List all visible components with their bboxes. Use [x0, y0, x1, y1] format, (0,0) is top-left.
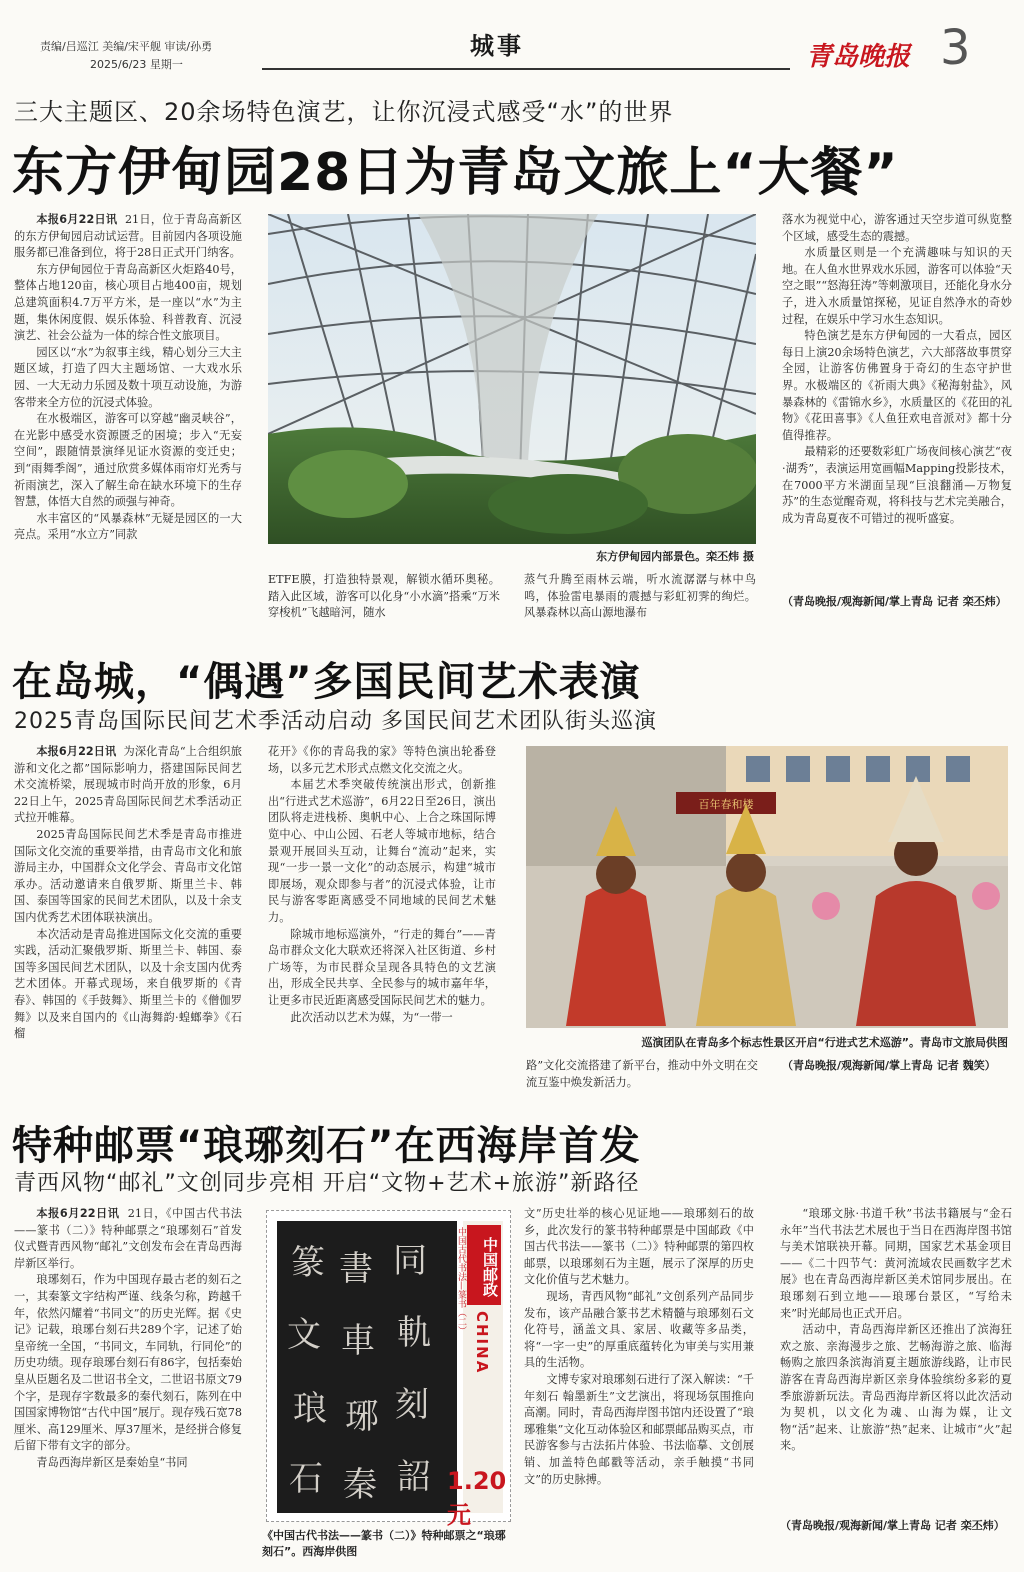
china-post-label: 中国邮政: [467, 1225, 501, 1305]
newspaper-logo: 青岛晚报: [806, 42, 911, 72]
stamp-country: CHINA: [473, 1311, 491, 1375]
paragraph: 此次活动以艺术为媒，为“一带一: [290, 1010, 453, 1024]
greenhouse-illustration: [268, 214, 756, 544]
editor-credits: 责编/吕巡江 美编/宋平舰 审读/孙勇: [40, 40, 213, 53]
paragraph: ETFE膜，打造独特景观，解锁水循环奥秘。踏入此区域，游客可以化身“小水滴”搭乘“万米穿梭机”飞越暗河，随水: [268, 573, 500, 620]
paragraph: 现场，青西风物“邮礼”文创系列产品同步发布，该产品融合篆书艺术精髓与琅琊刻石文化符号，涵盖文具、家居、收藏等多品类，将“一字一史”的厚重底蕴转化为审美与实用兼具的生活物。: [524, 1289, 754, 1370]
masthead-credits: [40, 38, 212, 74]
dateline: 本报6月22日讯: [36, 745, 117, 758]
article3-column-1: [14, 1206, 242, 1556]
article1-column-2: [268, 572, 500, 628]
article3-column-3: [780, 1206, 1012, 1516]
article1-column-4: [782, 212, 1012, 590]
article2-column-2: [268, 744, 496, 1094]
paragraph: 最精彩的还要数彩虹广场夜间核心演艺“夜·湖秀”，表演运用宽画幅Mapping投影技术，在7000平方米湖面呈现“巨浪翻涌—万物复苏”的生态觉醒奇观，将科技与艺术完美融合，成为青岛夏夜不可错过的视听盛宴。: [782, 445, 1012, 525]
paragraph: “琅琊文脉·书道千秋”书法书籍展与“金石永年”当代书法艺术展也于当日在西海岸图书馆与美术馆联袂开幕。同期，国家艺术基金项目——《二十四节气：黄河流域农民画数字艺术展》也在青岛西海岸新区美术馆同步展出。在琅琊刻石到立地——琅琊台景区，“写给未来”时光邮局也正式开启。: [780, 1207, 1012, 1320]
paragraph: 为深化青岛“上合组织旅游和文化之都”国际影响力，搭建国际民间艺术交流桥梁，展现城市时尚开放的形象，6月22日上午，2025青岛国际民间艺术季活动正式拉开帷幕。: [14, 745, 242, 825]
paragraph: 花开》《你的青岛我的家》等特色演出轮番登场，以多元艺术形式点燃文化交流之火。: [268, 745, 496, 775]
paragraph: 特色演艺是东方伊甸园的一大看点，园区每日上演20余场特色演艺，六大部落故事贯穿全园，让游客仿佛置身于奇幻的生态守护世界。水极端区的《祈雨大典》《秘海射盐》，风暴森林的《雷锦水乡》，水质量区的《花田的礼物》《花田喜事》《人鱼狂欢电音派对》都十分值得推荐。: [782, 329, 1012, 442]
article3-byline: （青岛晚报/观海新闻/掌上青岛 记者 栾丕炜）: [780, 1519, 1005, 1532]
masthead-rule: [262, 68, 790, 70]
section-title: 城事: [470, 32, 524, 60]
photo-caption: 巡演团队在青岛多个标志性景区开启“行进式艺术巡游”。青岛市文旅局供图: [641, 1036, 1008, 1049]
paragraph: 21日，《中国古代书法——篆书（二）》特种邮票之“琅琊刻石”首发仪式暨青西风物“邮礼”文创发布会在青岛西海岸新区举行。: [14, 1207, 242, 1270]
paragraph: 文”历史壮举的核心见证地——琅琊刻石的故乡，此次发行的篆书特种邮票是中国邮政《中国古代书法——篆书（二）》特种邮票的第四枚邮票，以琅琊刻石为主题，展示了深厚的历史文化价值与艺术魅力。: [524, 1207, 754, 1287]
article2-byline: （青岛晚报/观海新闻/掌上青岛 记者 魏笑）: [782, 1059, 996, 1072]
paragraph: 蒸气升腾至雨林云端，听水流潺潺与林中鸟鸣，体验雷电暴雨的震撼与彩虹初霁的绚烂。风暴森林以高山源地瀑布: [524, 573, 756, 620]
stamp-denomination: 1.20元: [447, 1467, 507, 1529]
stamp-image: [266, 1210, 511, 1529]
dateline: 本报6月22日讯: [36, 213, 118, 226]
paragraph: 本届艺术季突破传统演出形式，创新推出“行进式艺术巡游”，6月22日至26日，演出团队将走进栈桥、奥帆中心、上合之珠国际博览中心、中山公园、石老人等城市地标，结合景观开展回头互动，让舞台“流动”起来，实现“一步一景一文化”的动态展示，构建“城市即展场，观众即参与者”的沉浸式体验，让市民与游客零距离感受不同地域的民间艺术魅力。: [268, 778, 496, 924]
paragraph: 文博专家对琅琊刻石进行了深入解读：“千年刻石 翰墨新生”文艺演出，将现场氛围推向高潮。同时，青岛西海岸图书馆内还设置了“琅琊雅集”文化互动体验区和邮票邮品购买点，市民游客参与古法拓片体验、书法临摹、文创展销、加盖特色邮戳等活动，亲手触摸“书同文”的历史脉搏。: [524, 1372, 754, 1486]
article1-kicker: 三大主题区、20余场特色演艺，让你沉浸式感受“水”的世界: [14, 98, 674, 126]
paragraph: 园区以“水”为叙事主线，精心划分三大主题区域，打造了四大主题场馆、一大戏水乐园、一大无动力乐园及数十项互动设施，为游客带来全方位的沉浸式体验。: [14, 345, 242, 409]
article1-headline: 东方伊甸园28日为青岛文旅上“大餐”: [12, 143, 899, 203]
paragraph: 活动中，青岛西海岸新区还推出了滨海狂欢之旅、亲海漫步之旅、艺畅海游之旅、临海畅购之旅四条滨海消夏主题旅游线路，让市民游客在青岛西海岸新区亲身体验缤纷多彩的夏季旅游新玩法。青岛西海岸新区将以此次活动为契机，以文化为魂、山海为媒，让文物“活”起来、让旅游“热”起来、让城市“火”起来。: [780, 1323, 1012, 1453]
paragraph: 水丰富区的“风暴森林”无疑是园区的一大亮点。采用“水立方”同款: [14, 511, 242, 542]
greenhouse-photo: [268, 214, 756, 544]
issue-date: 2025/6/23 星期一: [90, 58, 183, 71]
article1-byline: （青岛晚报/观海新闻/掌上青岛 记者 栾丕炜）: [782, 595, 1007, 608]
article3-column-2: [524, 1206, 754, 1556]
paragraph: 东方伊甸园位于青岛高新区火炬路40号，整体占地120亩，核心项目占地400亩，规划总建筑面积4.7万平方米，是一座以“水”为主题，集休闲度假、娱乐体验、科普教育、沉浸演艺、社会公益为一体的综合性文旅项目。: [14, 262, 242, 343]
article2-headline: 在岛城，“偶遇”多国民间艺术表演: [12, 659, 641, 705]
photo-caption: 《中国古代书法——篆书（二）》特种邮票之“琅琊刻石”。西海岸供图: [262, 1529, 506, 1558]
paragraph: 在水极端区，游客可以穿越“幽灵峡谷”，在光影中感受水资源匮乏的困境；步入“无妄空间”，跟随情景演绎见证水资源的变迁史；到“雨舞季阁”，通过欣赏多媒体雨帘灯光秀与祈雨演艺，深入了解生命在缺水环境下的生存智慧，体悟大自然的顽强与神奇。: [14, 412, 242, 509]
stamp-rubbing-art: 篆 書 同 文 車 軌 琅 琊 刻 石 秦 詔: [277, 1221, 457, 1513]
paragraph: 路”文化交流搭建了新平台，推动中外文明在交流互鉴中焕发新活力。: [526, 1059, 758, 1089]
street-performance-illustration: [526, 746, 1008, 1028]
stamp-series-label: 中国古代书法—篆书（二）: [456, 1227, 466, 1335]
paragraph: 水质量区则是一个充满趣味与知识的天地。在人鱼水世界戏水乐园，游客可以体验“天空之眼”“怒海狂涛”等刺激项目，还能化身水分子，进入水质量馆探秘，见证自然净水的奇妙过程，在娱乐中学习水生态知识。: [782, 246, 1012, 326]
storefront-sign: 百年春和楼: [698, 798, 754, 811]
article3-subhead: 青西风物“邮礼”文创同步亮相 开启“文物+艺术+旅游”新路径: [14, 1171, 640, 1196]
dateline: 本报6月22日讯: [36, 1207, 120, 1220]
article1-column-1: [14, 212, 242, 622]
article2-column-1: [14, 744, 242, 1094]
paragraph: 落水为视觉中心，游客通过天空步道可纵览整个区域，感受生态的震撼。: [782, 213, 1012, 243]
paragraph: 21日，位于青岛高新区的东方伊甸园启动试运营。目前园内各项设施服务都已准备到位，将于28日正式开门纳客。: [14, 213, 242, 260]
paragraph: 本次活动是青岛推进国际文化交流的重要实践，活动汇聚俄罗斯、斯里兰卡、韩国、泰国等多国民间艺术团队，以及十余支国内优秀艺术团体。开幕式现场，来自俄罗斯的《青春》、韩国的《手鼓舞》、斯里兰卡的《僧伽罗舞》以及来自国内的《山海舞韵·蝗螂拳》《石榴: [14, 927, 242, 1041]
photo-caption: 东方伊甸园内部景色。栾丕炜 摄: [596, 550, 754, 563]
performers-photo: [526, 746, 1008, 1028]
page-number: 3: [940, 20, 971, 76]
article3-headline: 特种邮票“琅琊刻石”在西海岸首发: [12, 1123, 641, 1169]
paragraph: 琅琊刻石，作为中国现存最古老的刻石之一，其秦篆文字结构严谨、线条匀称，跨越千年，依然闪耀着“书同文”的历史光辉。据《史记》记载，琅琊台刻石共289个字，记述了始皇帝统一全国，“书同文，车同轨，行同伦”的历史功绩。现存琅琊台刻石有86字，包括秦始皇从臣题名及二世诏书全文，二世诏书原文79个字，是现存字数最多的秦代刻石，陈列在中国国家博物馆“古代中国”展厅。现存残石宽78厘米、高129厘米、厚37厘米，是经拼合修复后留下带有文字的部分。: [14, 1273, 242, 1453]
article2-column-3: [526, 1058, 758, 1094]
article1-column-3: [524, 572, 756, 628]
article2-subhead: 2025青岛国际民间艺术季活动启动 多国民间艺术团队街头巡演: [14, 709, 657, 734]
paragraph: 2025青岛国际民间艺术季是青岛市推进国际文化交流的重要举措，由青岛市文化和旅游局主办，中国群众文化学会、青岛市文化馆承办。活动邀请来自俄罗斯、斯里兰卡、韩国、泰国等国家的民间艺术团队，以及十余支国内优秀艺术团体联袂演出。: [14, 827, 242, 924]
paragraph: 青岛西海岸新区是秦始皇“书同: [36, 1455, 188, 1469]
paragraph: 除城市地标巡演外，“行走的舞台”——青岛市群众文化大联欢还将深入社区街道、乡村广场等，为市民群众呈现各具特色的文艺演出，形成全民共享、全民参与的城市嘉年华，让更多市民近距离感受国际民间艺术的魅力。: [268, 927, 496, 1007]
